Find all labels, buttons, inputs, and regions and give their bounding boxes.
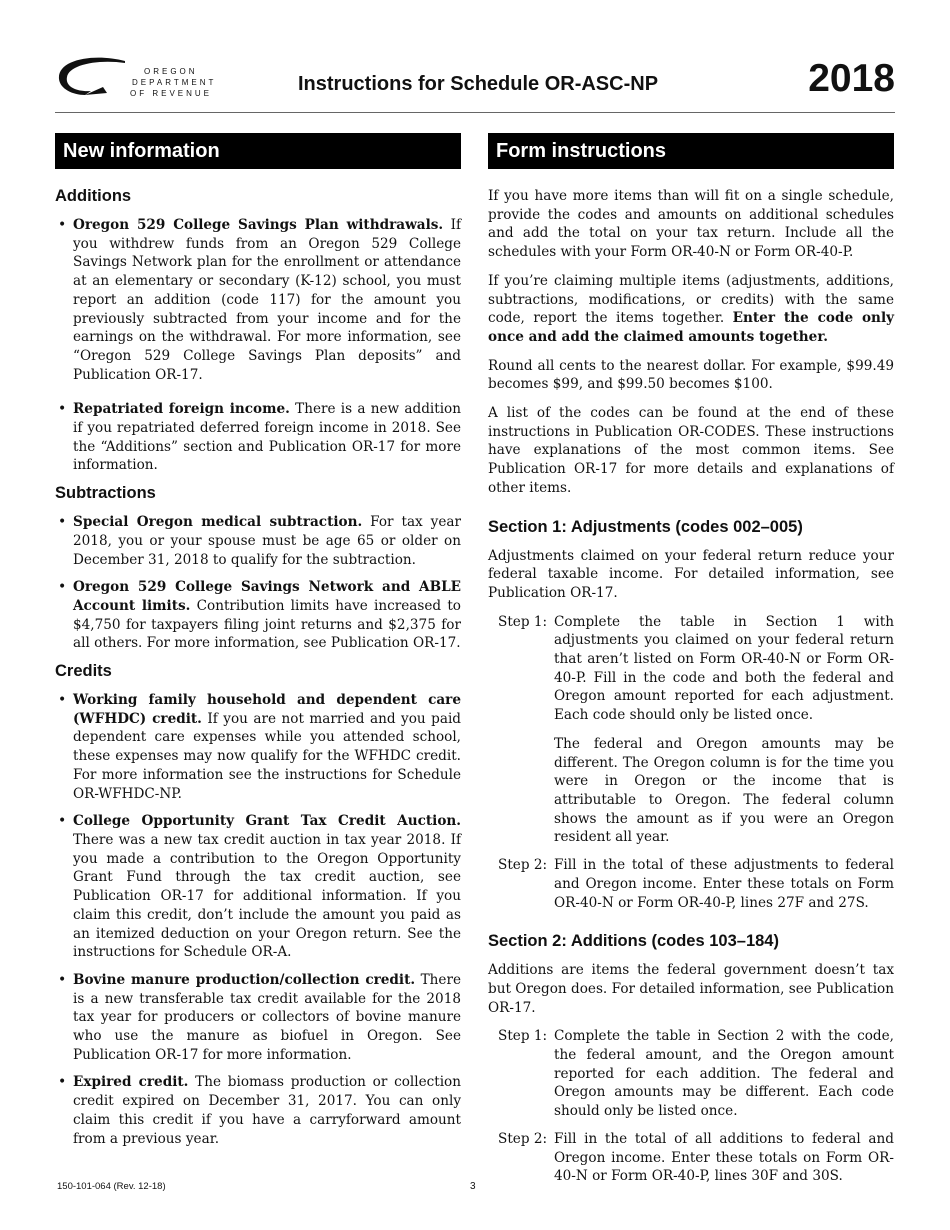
section-1-heading: Section 1: Adjustments (codes 002–005): [488, 517, 803, 536]
list-item: [55, 216, 461, 384]
list-item: [55, 400, 461, 475]
item-text: Contribution limits have increased to $4,750 for taxpayers filing joint returns and $2,375 for all others. For more information, see Publication OR-17.: [73, 597, 461, 652]
item-text: The biomass production or collection credit expired on December 31, 2017. You can only claim this credit if you have a carryforward amount from a previous year.: [73, 1074, 461, 1147]
left-column: [55, 133, 461, 1157]
item-text: There is a new addition if you repatriated deferred foreign income in 2018. See the “Additions” section and Publication OR-17 for more information.: [73, 401, 462, 474]
logo-line-1: OREGON: [144, 67, 198, 76]
step-text: The federal and Oregon amounts may be different. The Oregon column is for the time you were in Oregon or the income that is attributable to Oregon. The federal column shows the amount as if you were an Oregon resident all year.: [554, 735, 894, 846]
list-item: [55, 578, 461, 653]
item-text: There was a new tax credit auction in tax year 2018. If you made a contribution to the Oregon Opportunity Grant Fund through the tax credit auction, see Publication OR-17 for additional information. If you claim this credit, don’t include the amount you paid as an itemized deduction on your Oregon return. See the instructions for Schedule OR-A.: [73, 831, 461, 961]
form-instructions-banner: Form instructions: [488, 133, 894, 169]
logo-text: [130, 66, 216, 99]
step-text: Complete the table in Section 1 with adjustments you claimed on your federal return that aren’t listed on Form OR-40-N or Form OR-40-P. Fill in the code and both the federal and Oregon amount reported for each adjustment. Each code should only be listed once.: [554, 613, 894, 724]
item-lead: Bovine manure production/collection credit.: [73, 971, 416, 988]
list-item: [55, 513, 461, 569]
item-text: If you withdrew funds from an Oregon 529 College Savings Network plan for the enrollment or attendance at an elementary or secondary (K-12) school, you must report an addition (code 117) for the amount you previously subtracted from your income and for the earnings on the withdrawal. For more information, see “Oregon 529 College Savings Plan deposits” and Publication OR-17.: [73, 217, 461, 383]
item-text: There is a new transferable tax credit available for the 2018 tax year for producers or collectors of bovine manure who use the manure as biofuel in Oregon. See Publication OR-17 for more information.: [73, 971, 461, 1063]
item-lead: Special Oregon medical subtraction.: [73, 514, 363, 531]
item-lead: Repatriated foreign income.: [73, 401, 290, 418]
subtractions-heading: Subtractions: [55, 484, 156, 503]
item-lead: Expired credit.: [73, 1074, 189, 1091]
step-body: [554, 613, 894, 847]
item-lead: College Opportunity Grant Tax Credit Auction.: [73, 813, 461, 830]
list-item: [55, 1073, 461, 1148]
intro-paragraph-2: [488, 272, 894, 347]
section-2-heading: Section 2: Additions (codes 103–184): [488, 932, 779, 951]
document-year: 2018: [808, 57, 895, 100]
item-lead: Oregon 529 College Savings Plan withdrawals.: [73, 217, 444, 233]
list-item: [55, 971, 461, 1065]
intro-paragraph-2-bold: Enter the code only once and add the claimed amounts together.: [488, 310, 895, 345]
item-lead: Working family household and dependent care (WFHDC) credit.: [73, 692, 461, 727]
step-label: Step 1:: [498, 1028, 548, 1045]
list-item: [55, 691, 461, 803]
step-text: Complete the table in Section 2 with the code, the federal amount, and the Oregon amount reported for each addition. The federal and Oregon amounts may be different. Each code should only be listed once.: [554, 1028, 894, 1120]
item-lead: Oregon 529 College Savings Network and ABLE Account limits.: [73, 579, 461, 614]
list-item: [55, 812, 461, 962]
form-number: 150-101-064 (Rev. 12-18): [57, 1181, 166, 1192]
credits-heading: Credits: [55, 662, 112, 681]
section-1-intro: Adjustments claimed on your federal return reduce your federal taxable income. For detailed information, see Publication OR-17.: [488, 547, 894, 601]
credits-list: [55, 691, 461, 1148]
section-2-step-2: [498, 1130, 894, 1186]
additions-heading: Additions: [55, 187, 132, 205]
additions-list: [55, 216, 461, 475]
item-text: For tax year 2018, you or your spouse must be age 65 or older on December 31, 2018 to qualify for the subtraction.: [73, 514, 461, 568]
intro-paragraph-1: If you have more items than will fit on a single schedule, provide the codes and amounts on additional schedules and add the total on your tax return. Include all the schedules with your Form OR-40-N or Form OR-40-P.: [488, 188, 894, 261]
subtractions-list: [55, 513, 461, 653]
intro-paragraph-4: A list of the codes can be found at the end of these instructions in Publication OR-CODES. These instructions have explanations of the most common items. See Publication OR-17 for more details and explanations of other items.: [488, 405, 894, 496]
section-2-intro: Additions are items the federal government doesn’t tax but Oregon does. For detailed information, see Publication OR-17.: [488, 962, 894, 1016]
section-2-step-1: [498, 1027, 894, 1121]
step-text: Fill in the total of all additions to federal and Oregon income. Enter these totals on Form OR-40-N or Form OR-40-P, lines 30F and 30S.: [554, 1130, 894, 1185]
document-title: Instructions for Schedule OR-ASC-NP: [298, 73, 659, 95]
section-1-step-1: [498, 613, 894, 847]
item-text: If you are not married and you paid dependent care expenses while you attended school, these expenses may now qualify for the WFHDC credit. For more information see the instructions for Schedule OR-WFHDC-NP.: [73, 710, 461, 802]
right-column: [488, 133, 894, 1195]
section-1-step-2: [498, 856, 894, 912]
header-divider: [55, 112, 895, 113]
intro-paragraph-3: Round all cents to the nearest dollar. For example, $99.49 becomes $99, and $99.50 becomes $100.: [488, 357, 894, 393]
intro-paragraph-2-text: If you’re claiming multiple items (adjustments, additions, subtractions, modifications, or credits) with the same code, report the items together.: [488, 272, 894, 327]
step-label: Step 1:: [498, 613, 548, 630]
logo-line-2: DEPARTMENT: [132, 78, 217, 87]
new-information-banner: New information: [55, 133, 461, 169]
page-number: 3: [470, 1181, 476, 1192]
logo-swoosh-icon: [55, 55, 130, 99]
step-label: Step 2:: [498, 1130, 548, 1147]
logo-line-3: OF REVENUE: [130, 89, 213, 98]
oregon-dor-logo: [55, 55, 217, 99]
step-label: Step 2:: [498, 857, 548, 874]
step-text: Fill in the total of these adjustments to federal and Oregon income. Enter these totals on Form OR-40-N or Form OR-40-P, lines 27F and 27S.: [554, 857, 894, 911]
